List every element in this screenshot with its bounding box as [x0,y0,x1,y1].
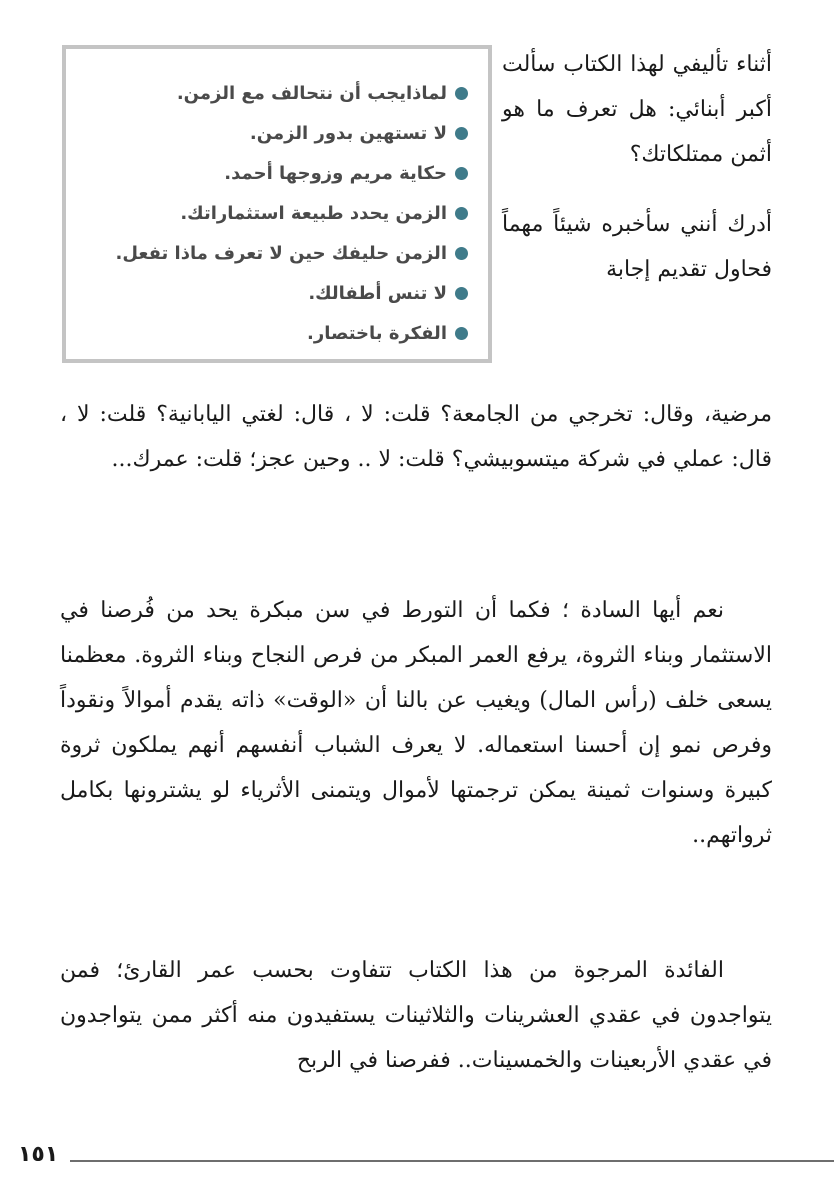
text-block-benefit [60,948,772,1083]
contents-item-label: الفكرة باختصار. [307,322,447,344]
paragraph-dialogue: مرضية، وقال: تخرجي من الجامعة؟ قلت: لا ، قال: لغتي اليابانية؟ قلت: لا ، قال: عملي في شركة ميتسوبيشي؟ قلت: لا .. وحين عجز؛ قلت: عمرك... [60,402,772,472]
bullet-icon [455,87,468,100]
bullet-icon [455,167,468,180]
list-item [76,113,468,153]
list-item [76,193,468,233]
bullet-icon [455,287,468,300]
contents-item-label: الزمن يحدد طبيعة استثماراتك. [180,202,447,224]
list-item [76,273,468,313]
bullet-icon [455,247,468,260]
list-item [76,233,468,273]
contents-item-label: لا تستهين بدور الزمن. [249,122,447,144]
paragraph-intro: أثناء تأليفي لهذا الكتاب سألت أكبر أبنائي: هل تعرف ما هو أثمن ممتلكاتك؟ [502,52,772,167]
side-text-column [502,42,772,292]
bullet-icon [455,327,468,340]
bullet-icon [455,207,468,220]
list-item [76,153,468,193]
page-footer [0,1140,834,1200]
page-number: ١٥١ [18,1142,59,1167]
contents-item-label: لماذايجب أن نتحالف مع الزمن. [176,82,447,104]
contents-item-label: الزمن حليفك حين لا تعرف ماذا تفعل. [115,242,447,264]
contents-item-label: حكاية مريم وزوجها أحمد. [224,162,447,184]
paragraph-time-value: نعم أيها السادة ؛ فكما أن التورط في سن مبكرة يحد من فُرصنا في الاستثمار وبناء الثروة، يرفع العمر المبكر من فرص النجاح وبناء الثروة. معظمنا يسعى خلف (رأس المال) ويغيب عن بالنا أن «الوقت» ذاته يقدم أموالاً ونقوداً وفرص نمو إن أحسنا استعماله. لا يعرف الشباب أنفسهم أنهم يملكون ثروة كبيرة وسنوات ثمينة يمكن ترجمتها لأموال ويتمنى الأثرياء لو يشترونها بكامل ثرواتهم.. [60,598,772,848]
bullet-icon [455,127,468,140]
text-block-dialogue [60,392,772,482]
list-item [76,313,468,353]
chapter-contents-box [62,45,492,363]
contents-item-label: لا تنس أطفالك. [308,282,447,304]
paragraph-benefit: الفائدة المرجوة من هذا الكتاب تتفاوت بحسب عمر القارئ؛ فمن يتواجدون في عقدي العشرينات والثلاثينات يستفيدون منه أكثر ممن يتواجدون في عقدي الأربعينات والخمسينات.. ففرصنا في الربح [60,958,772,1073]
text-block-main [60,588,772,858]
contents-list [66,49,488,353]
footer-divider [70,1160,834,1162]
list-item [76,73,468,113]
paragraph-answer-start: أدرك أنني سأخبره شيئاً مهماً فحاول تقديم إجابة [502,212,772,282]
